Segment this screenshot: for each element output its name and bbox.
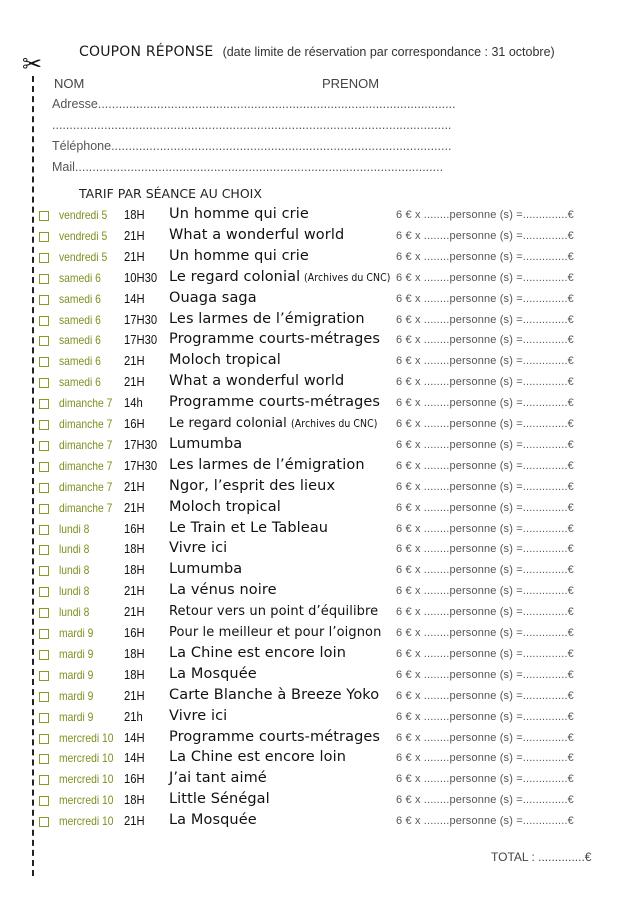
session-row [38, 269, 598, 290]
session-checkbox[interactable] [39, 253, 49, 263]
film-title-text: La Mosquée [169, 665, 257, 682]
price-line[interactable]: 6 € x ........personne (s) =..............€ [396, 522, 574, 535]
session-checkbox[interactable] [39, 504, 49, 514]
nom-field[interactable]: NOM [54, 76, 85, 91]
price-line[interactable]: 6 € x ........personne (s) =..............€ [396, 647, 574, 660]
session-time: 18H [124, 563, 145, 578]
film-title-text: Ouaga saga [169, 289, 257, 306]
session-day: dimanche 7 [59, 437, 113, 452]
price-line[interactable]: 6 € x ........personne (s) =..............€ [396, 438, 574, 451]
session-film-title [169, 206, 309, 222]
session-checkbox[interactable] [39, 232, 49, 242]
session-time: 14h [124, 396, 143, 411]
session-film-title [169, 290, 257, 306]
price-line[interactable]: 6 € x ........personne (s) =..............€ [396, 418, 574, 430]
film-title-text: Les larmes de l’émigration [169, 310, 365, 327]
price-line[interactable]: 6 € x ........personne (s) =..............€ [396, 271, 574, 284]
session-film-title [169, 416, 393, 431]
session-day: mercredi 10 [59, 730, 114, 745]
session-day: vendredi 5 [59, 228, 108, 243]
session-checkbox[interactable] [39, 608, 49, 618]
session-time: 21h [124, 709, 143, 724]
session-film-title [169, 791, 270, 807]
session-row [38, 499, 598, 520]
film-title-text: Vivre ici [169, 540, 228, 557]
session-checkbox[interactable] [39, 796, 49, 806]
session-row [38, 770, 598, 791]
session-time: 21H [124, 228, 145, 243]
film-title-text: Little Sénégal [169, 791, 270, 808]
session-checkbox[interactable] [39, 754, 49, 764]
session-row [38, 436, 598, 457]
session-checkbox[interactable] [39, 211, 49, 221]
session-day: samedi 6 [59, 354, 101, 369]
film-title-text: La Mosquée [169, 812, 257, 829]
film-title-text: Moloch tropical [169, 498, 281, 515]
session-film-title [169, 311, 365, 327]
session-day: mardi 9 [59, 688, 94, 703]
film-note: (Archives du CNC) [304, 270, 391, 284]
session-film-title [169, 625, 381, 640]
page-title [79, 41, 555, 60]
session-film-title [169, 394, 380, 410]
session-row [38, 603, 598, 624]
scissors-icon: ✂ [22, 50, 43, 78]
session-day: dimanche 7 [59, 458, 113, 473]
price-line[interactable]: 6 € x ........personne (s) =..............€ [396, 397, 574, 410]
session-row [38, 478, 598, 499]
session-film-title [169, 331, 380, 347]
session-film-title [169, 561, 242, 577]
session-checkbox[interactable] [39, 650, 49, 660]
film-title-text: Ngor, l’esprit des lieux [169, 477, 336, 494]
price-line[interactable]: 6 € x ........personne (s) =..............€ [396, 794, 574, 807]
film-title-text: Le regard colonial [169, 416, 287, 431]
session-time: 14H [124, 751, 145, 766]
session-row [38, 227, 598, 248]
price-line[interactable]: 6 € x ........personne (s) =..............€ [396, 480, 574, 493]
session-checkbox[interactable] [39, 692, 49, 702]
film-title-text: Programme courts-métrages [169, 331, 381, 348]
film-title-text: Vivre ici [169, 707, 228, 724]
film-title-text: La Chine est encore loin [169, 644, 347, 661]
session-time: 21H [124, 479, 145, 494]
price-line[interactable]: 6 € x ........personne (s) =..............€ [396, 229, 574, 242]
session-time: 14H [124, 291, 145, 306]
session-checkbox[interactable] [39, 629, 49, 639]
session-row [38, 248, 598, 269]
session-film-title [169, 708, 227, 724]
session-time: 18H [124, 542, 145, 557]
session-checkbox[interactable] [39, 545, 49, 555]
session-time: 14H [124, 730, 145, 745]
session-film-title [169, 269, 406, 285]
session-row [38, 520, 598, 541]
session-row [38, 812, 598, 833]
price-line[interactable]: 6 € x ........personne (s) =..............€ [396, 668, 574, 681]
session-film-title [169, 729, 380, 745]
price-line[interactable]: 6 € x ........personne (s) =..............€ [396, 459, 574, 472]
session-film-title [169, 687, 379, 703]
session-row [38, 729, 598, 750]
session-row [38, 415, 598, 436]
session-time: 21H [124, 688, 145, 703]
film-title-text: Les larmes de l’émigration [169, 456, 365, 473]
session-film-title [169, 582, 277, 598]
session-day: dimanche 7 [59, 500, 113, 515]
session-checkbox[interactable] [39, 378, 49, 388]
session-checkbox[interactable] [39, 713, 49, 723]
session-day: mercredi 10 [59, 814, 114, 829]
session-row [38, 708, 598, 729]
session-checkbox[interactable] [39, 462, 49, 472]
prenom-field[interactable]: PRENOM [322, 76, 380, 91]
film-title-text: Retour vers un point d’équilibre [169, 604, 379, 620]
session-day: samedi 6 [59, 312, 101, 327]
session-day: vendredi 5 [59, 249, 108, 264]
session-day: mardi 9 [59, 667, 94, 682]
session-time: 16H [124, 417, 145, 431]
session-time: 16H [124, 521, 145, 536]
session-row [38, 311, 598, 332]
film-title-text: What a wonderful world [169, 373, 345, 390]
price-line[interactable]: 6 € x ........personne (s) =..............€ [396, 564, 574, 577]
session-day: lundi 8 [59, 521, 90, 536]
film-title-text: J’ai tant aimé [169, 770, 267, 787]
session-checkbox[interactable] [39, 483, 49, 493]
price-line[interactable]: 6 € x ........personne (s) =..............€ [396, 731, 574, 744]
session-day: mercredi 10 [59, 772, 114, 787]
telephone-field[interactable]: Téléphone.................................................................................................. [52, 139, 452, 153]
price-line[interactable]: 6 € x ........personne (s) =..............€ [396, 292, 574, 305]
session-day: mardi 9 [59, 626, 94, 640]
film-title-text: Programme courts-métrages [169, 728, 381, 745]
session-time: 17H30 [124, 437, 158, 452]
session-film-title [169, 604, 378, 619]
price-line[interactable]: 6 € x ........personne (s) =..............€ [396, 209, 574, 221]
session-time: 17H30 [124, 333, 158, 348]
session-checkbox[interactable] [39, 566, 49, 576]
price-line[interactable]: 6 € x ........personne (s) =..............€ [396, 585, 574, 598]
session-day: samedi 6 [59, 375, 101, 390]
session-checkbox[interactable] [39, 441, 49, 451]
price-line[interactable]: 6 € x ........personne (s) =..............€ [396, 627, 574, 639]
film-title-text: Lumumba [169, 435, 243, 452]
price-line[interactable]: 6 € x ........personne (s) =..............€ [396, 376, 574, 389]
session-time: 18H [124, 208, 145, 222]
film-title-text: What a wonderful world [169, 226, 345, 243]
session-checkbox[interactable] [39, 587, 49, 597]
session-day: dimanche 7 [59, 479, 113, 494]
session-row [38, 791, 598, 812]
session-row [38, 582, 598, 603]
adresse-line-2[interactable]: ................................................................................................................... [52, 118, 452, 132]
session-time: 21H [124, 584, 145, 599]
session-checkbox[interactable] [39, 336, 49, 346]
session-time: 21H [124, 249, 145, 264]
session-checkbox[interactable] [39, 817, 49, 827]
adresse-field[interactable]: Adresse....................................................................................................... [52, 97, 456, 111]
session-day: dimanche 7 [59, 396, 113, 411]
session-checkbox[interactable] [39, 525, 49, 535]
session-checkbox[interactable] [39, 316, 49, 326]
session-film-title [169, 540, 227, 556]
price-line[interactable]: 6 € x ........personne (s) =..............€ [396, 606, 574, 619]
session-time: 18H [124, 646, 145, 661]
price-line[interactable]: 6 € x ........personne (s) =..............€ [396, 334, 574, 347]
price-line[interactable]: 6 € x ........personne (s) =..............€ [396, 355, 574, 368]
session-film-title [169, 520, 328, 536]
price-line[interactable]: 6 € x ........personne (s) =..............€ [396, 543, 574, 556]
session-row [38, 624, 598, 645]
session-time: 16H [124, 772, 145, 787]
session-row [38, 331, 598, 352]
session-film-title [169, 812, 257, 828]
coupon-subtitle: (date limite de réservation par correspondance : 31 octobre) [222, 45, 555, 59]
session-time: 17H30 [124, 458, 158, 473]
session-row [38, 352, 598, 373]
session-day: lundi 8 [59, 605, 90, 620]
film-title-text: Programme courts-métrages [169, 394, 381, 411]
session-time: 17H30 [124, 312, 158, 327]
session-day: mercredi 10 [59, 793, 114, 808]
session-checkbox[interactable] [39, 734, 49, 744]
session-film-title [169, 457, 365, 473]
session-row [38, 749, 598, 770]
session-film-title [169, 436, 242, 452]
session-row [38, 457, 598, 478]
session-checkbox[interactable] [39, 775, 49, 785]
session-row [38, 666, 598, 687]
session-film-title [169, 645, 346, 661]
price-line[interactable]: 6 € x ........personne (s) =..............€ [396, 815, 574, 828]
price-line[interactable]: 6 € x ........personne (s) =..............€ [396, 710, 574, 723]
session-day: dimanche 7 [59, 417, 113, 431]
film-title-text: Lumumba [169, 561, 243, 578]
session-checkbox[interactable] [39, 671, 49, 681]
session-time: 10H30 [124, 270, 158, 285]
session-time: 21H [124, 375, 145, 390]
session-film-title [169, 373, 344, 389]
session-time: 16H [124, 626, 145, 640]
film-title-text: Le regard colonial [169, 268, 301, 285]
session-day: lundi 8 [59, 584, 90, 599]
session-day: samedi 6 [59, 270, 101, 285]
session-day: samedi 6 [59, 291, 101, 306]
session-day: lundi 8 [59, 563, 90, 578]
session-time: 21H [124, 500, 145, 515]
session-film-title [169, 227, 344, 243]
session-row [38, 206, 598, 227]
session-film-title [169, 499, 281, 515]
session-film-title [169, 352, 281, 368]
session-row [38, 561, 598, 582]
session-film-title [169, 248, 309, 264]
session-checkbox[interactable] [39, 295, 49, 305]
tarif-heading: TARIF PAR SÉANCE AU CHOIX [79, 186, 262, 201]
session-row [38, 394, 598, 415]
session-film-title [169, 749, 346, 765]
session-day: lundi 8 [59, 542, 90, 557]
session-film-title [169, 666, 257, 682]
film-title-text: La Chine est encore loin [169, 749, 347, 766]
session-day: vendredi 5 [59, 208, 108, 222]
session-day: samedi 6 [59, 333, 101, 348]
session-film-title [169, 478, 335, 494]
session-checkbox[interactable] [39, 399, 49, 409]
total-line[interactable]: TOTAL : ..............€ [491, 850, 592, 864]
film-note: (Archives du CNC) [290, 417, 378, 430]
film-title-text: Carte Blanche à Breeze Yoko [169, 686, 380, 703]
session-checkbox[interactable] [39, 357, 49, 367]
session-time: 18H [124, 667, 145, 682]
price-line[interactable]: 6 € x ........personne (s) =..............€ [396, 250, 574, 263]
film-title-text: La vénus noire [169, 582, 277, 599]
session-film-title [169, 770, 267, 786]
film-title-text: Moloch tropical [169, 352, 281, 369]
session-row [38, 687, 598, 708]
session-day: mardi 9 [59, 646, 94, 661]
price-line[interactable]: 6 € x ........personne (s) =..............€ [396, 501, 574, 514]
session-checkbox[interactable] [39, 420, 49, 430]
session-time: 21H [124, 605, 145, 620]
cut-line [32, 76, 34, 876]
coupon-title: COUPON RÉPONSE [79, 44, 214, 60]
session-time: 18H [124, 793, 145, 808]
film-title-text: Un homme qui crie [169, 206, 309, 222]
price-line[interactable]: 6 € x ........personne (s) =..............€ [396, 752, 574, 765]
session-row [38, 373, 598, 394]
session-row [38, 540, 598, 561]
mail-field[interactable]: Mail.......................................................................................................... [52, 160, 444, 174]
price-line[interactable]: 6 € x ........personne (s) =..............€ [396, 689, 574, 702]
session-time: 21H [124, 814, 145, 829]
film-title-text: Un homme qui crie [169, 247, 309, 264]
price-line[interactable]: 6 € x ........personne (s) =..............€ [396, 773, 574, 786]
price-line[interactable]: 6 € x ........personne (s) =..............€ [396, 313, 574, 326]
session-row [38, 645, 598, 666]
session-day: mardi 9 [59, 709, 94, 724]
session-time: 21H [124, 354, 145, 369]
session-row [38, 290, 598, 311]
film-title-text: Le Train et Le Tableau [169, 519, 329, 536]
film-title-text: Pour le meilleur et pour l’oignon [169, 625, 382, 640]
session-day: mercredi 10 [59, 751, 114, 766]
session-checkbox[interactable] [39, 274, 49, 284]
